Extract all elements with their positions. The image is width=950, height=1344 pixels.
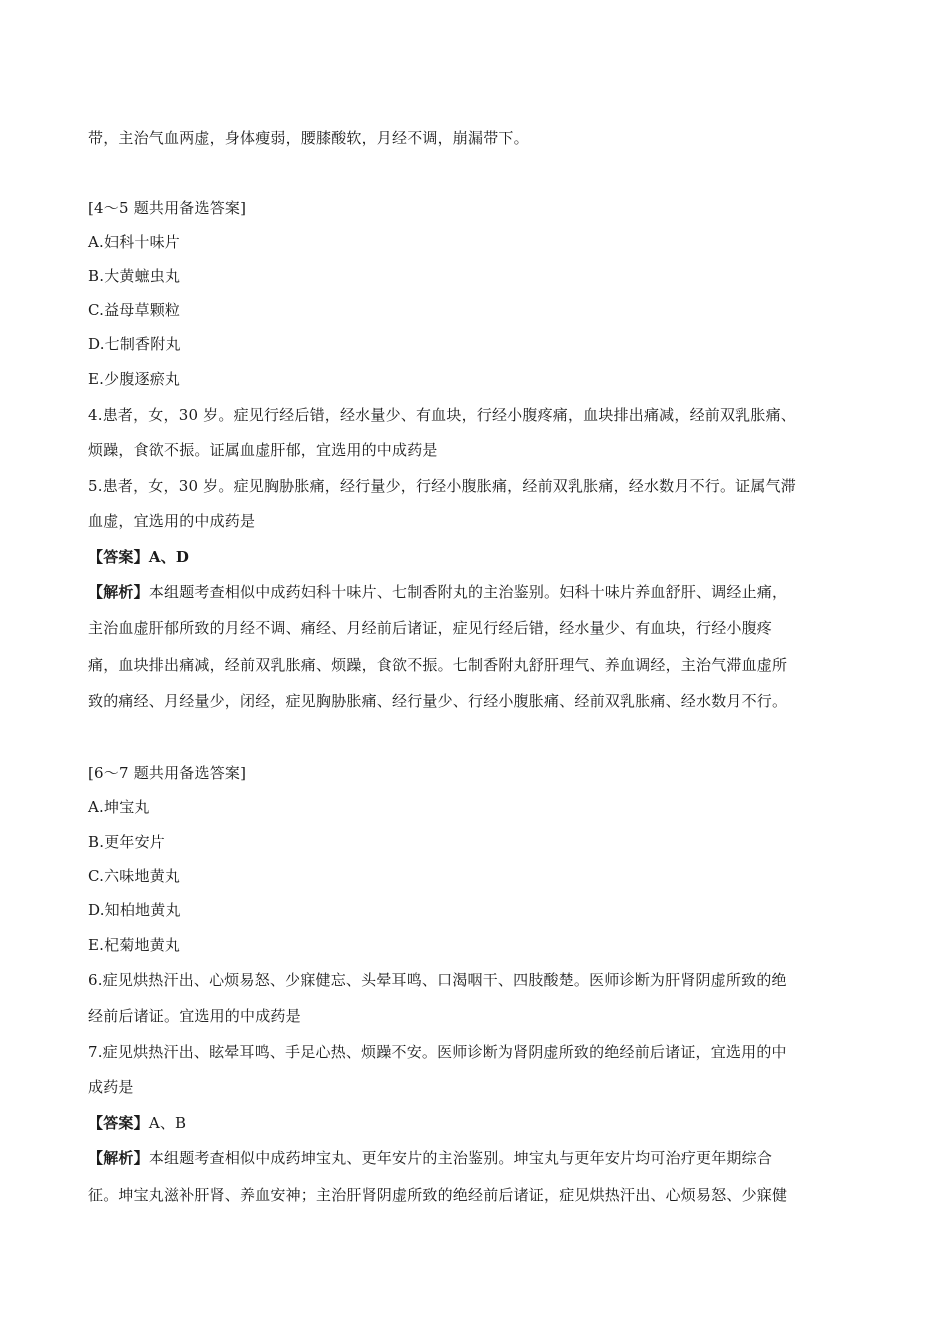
option-a: A.坤宝丸: [88, 798, 150, 816]
option-e: E.少腹逐瘀丸: [88, 370, 181, 388]
option-b: B.大黄蟅虫丸: [88, 267, 181, 285]
option-c: C.益母草颗粒: [88, 301, 181, 319]
option-a: A.妇科十味片: [88, 233, 181, 251]
question-7-line-1: 7.症见烘热汗出、眩晕耳鸣、手足心热、烦躁不安。医师诊断为肾阴虚所致的绝经前后诸证，宜选用的中: [88, 1043, 787, 1061]
explanation-label: 【解析】: [88, 1149, 149, 1167]
option-e: E.杞菊地黄丸: [88, 936, 181, 954]
explanation-label: 【解析】: [88, 583, 149, 601]
question-4-line-1: 4.患者，女，30 岁。症见行经后错，经水量少、有血块，行经小腹疼痛，血块排出痛减，经前双乳胀痛、: [88, 406, 796, 424]
answer-label: 【答案】: [88, 548, 149, 566]
answer-line-1: [88, 547, 189, 567]
question-group-header-6-7: [6～7 题共用备选答案]: [88, 764, 247, 782]
question-7-line-2: 成药是: [88, 1078, 134, 1096]
question-6-line-2: 经前后诸证。宜选用的中成药是: [88, 1007, 301, 1025]
explanation-2-line-2: 征。坤宝丸滋补肝肾、养血安神；主治肝肾阴虚所致的绝经前后诸证，症见烘热汗出、心烦易怒、少寐健: [88, 1186, 788, 1204]
explanation-text: 本组题考查相似中成药坤宝丸、更年安片的主治鉴别。坤宝丸与更年安片均可治疗更年期综合: [148, 1149, 773, 1167]
answer-value: A、D: [148, 548, 190, 566]
explanation-1-line-2: 主治血虚肝郁所致的月经不调、痛经、月经前后诸证，症见行经后错，经水量少、有血块，行经小腹疼: [88, 619, 773, 637]
question-4-line-2: 烦躁，食欲不振。证属血虚肝郁，宜选用的中成药是: [88, 441, 438, 459]
explanation-1-line-4: 致的痛经、月经量少，闭经，症见胸胁胀痛、经行量少、行经小腹胀痛、经前双乳胀痛、经水数月不行。: [88, 692, 788, 710]
explanation-1-line-3: 痛，血块排出痛减，经前双乳胀痛、烦躁，食欲不振。七制香附丸舒肝理气、养血调经，主治气滞血虚所: [88, 656, 788, 674]
question-6-line-1: 6.症见烘热汗出、心烦易怒、少寐健忘、头晕耳鸣、口渴咽干、四肢酸楚。医师诊断为肝肾阴虚所致的绝: [88, 971, 787, 989]
question-group-header-4-5: [4～5 题共用备选答案]: [88, 199, 247, 217]
option-b: B.更年安片: [88, 833, 165, 851]
option-c: C.六味地黄丸: [88, 867, 181, 885]
option-d: D.七制香附丸: [88, 335, 181, 353]
explanation-text: 本组题考查相似中成药妇科十味片、七制香附丸的主治鉴别。妇科十味片养血舒肝、调经止痛，: [148, 583, 788, 601]
explanation-2-line-1: [88, 1148, 772, 1168]
continued-text-line: 带，主治气血两虚，身体瘦弱，腰膝酸软，月经不调，崩漏带下。: [88, 129, 529, 147]
option-d: D.知柏地黄丸: [88, 901, 181, 919]
explanation-1-line-1: [88, 582, 787, 602]
answer-label: 【答案】: [88, 1114, 149, 1132]
question-5-line-2: 血虚，宜选用的中成药是: [88, 512, 256, 530]
answer-value: A、B: [148, 1114, 187, 1132]
answer-line-2: [88, 1113, 186, 1133]
question-5-line-1: 5.患者，女，30 岁。症见胸胁胀痛，经行量少，行经小腹胀痛，经前双乳胀痛，经水数月不行。证属气滞: [88, 477, 796, 495]
